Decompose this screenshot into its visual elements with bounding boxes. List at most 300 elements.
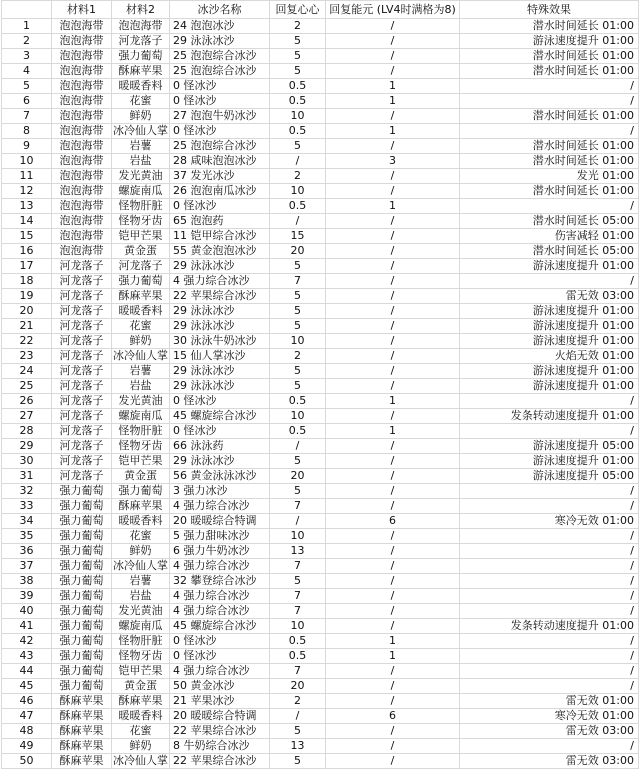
hearts-cell: 13 — [270, 739, 326, 754]
hearts-cell: 7 — [270, 604, 326, 619]
hearts-cell: 5 — [270, 319, 326, 334]
row-index: 21 — [2, 319, 52, 334]
effect-cell: 游泳速度提升 01:00 — [460, 319, 639, 334]
effect-cell: / — [460, 499, 639, 514]
energy-cell: 6 — [326, 709, 460, 724]
effect-cell: / — [460, 604, 639, 619]
energy-cell: 1 — [326, 424, 460, 439]
effect-cell: / — [460, 94, 639, 109]
energy-cell: / — [326, 664, 460, 679]
energy-cell: / — [326, 259, 460, 274]
row-index: 44 — [2, 664, 52, 679]
name-cell: 29 泳泳冰沙 — [170, 364, 270, 379]
energy-cell: / — [326, 64, 460, 79]
material1-cell: 河龙落子 — [52, 379, 112, 394]
energy-cell: / — [326, 604, 460, 619]
material1-cell: 河龙落子 — [52, 409, 112, 424]
energy-cell: 1 — [326, 199, 460, 214]
material1-cell: 河龙落子 — [52, 304, 112, 319]
effect-cell: 寒冷无效 01:00 — [460, 709, 639, 724]
table-row — [2, 139, 639, 154]
header-row — [2, 1, 639, 19]
name-cell: 55 黄金泡泡冰沙 — [170, 244, 270, 259]
hearts-cell: 5 — [270, 454, 326, 469]
header-effect: 特殊效果 — [460, 1, 639, 19]
table-row — [2, 574, 639, 589]
hearts-cell: 2 — [270, 19, 326, 34]
table-row — [2, 244, 639, 259]
table-row — [2, 454, 639, 469]
energy-cell: / — [326, 589, 460, 604]
effect-cell: 潜水时间延长 01:00 — [460, 109, 639, 124]
name-cell: 45 螺旋综合冰沙 — [170, 619, 270, 634]
hearts-cell: 5 — [270, 139, 326, 154]
material2-cell: 河龙落子 — [112, 259, 170, 274]
table-row — [2, 49, 639, 64]
energy-cell: / — [326, 379, 460, 394]
material1-cell: 强力葡萄 — [52, 649, 112, 664]
table-row — [2, 664, 639, 679]
energy-cell: 6 — [326, 514, 460, 529]
effect-cell: 游泳速度提升 05:00 — [460, 439, 639, 454]
table-row — [2, 379, 639, 394]
row-index: 31 — [2, 469, 52, 484]
table-row — [2, 109, 639, 124]
material2-cell: 铠甲芒果 — [112, 664, 170, 679]
material2-cell: 岩薯 — [112, 574, 170, 589]
row-index: 33 — [2, 499, 52, 514]
material1-cell: 强力葡萄 — [52, 634, 112, 649]
header-index — [2, 1, 52, 19]
material1-cell: 强力葡萄 — [52, 514, 112, 529]
effect-cell: / — [460, 274, 639, 289]
effect-cell: 潜水时间延长 01:00 — [460, 184, 639, 199]
hearts-cell: 2 — [270, 169, 326, 184]
effect-cell: / — [460, 634, 639, 649]
row-index: 1 — [2, 19, 52, 34]
name-cell: 4 强力综合冰沙 — [170, 589, 270, 604]
material1-cell: 泡泡海带 — [52, 79, 112, 94]
table-row — [2, 439, 639, 454]
table-row — [2, 259, 639, 274]
effect-cell: 游泳速度提升 01:00 — [460, 454, 639, 469]
material2-cell: 鲜奶 — [112, 334, 170, 349]
name-cell: 37 发光冰沙 — [170, 169, 270, 184]
energy-cell: 1 — [326, 634, 460, 649]
material1-cell: 河龙落子 — [52, 424, 112, 439]
hearts-cell: 5 — [270, 49, 326, 64]
table-row — [2, 694, 639, 709]
hearts-cell: 5 — [270, 259, 326, 274]
table-row — [2, 394, 639, 409]
energy-cell: 1 — [326, 94, 460, 109]
name-cell: 29 泳泳冰沙 — [170, 319, 270, 334]
header-material1: 材料1 — [52, 1, 112, 19]
material1-cell: 酥麻苹果 — [52, 754, 112, 769]
row-index: 15 — [2, 229, 52, 244]
material2-cell: 强力葡萄 — [112, 484, 170, 499]
effect-cell: / — [460, 559, 639, 574]
row-index: 28 — [2, 424, 52, 439]
row-index: 13 — [2, 199, 52, 214]
name-cell: 22 苹果综合冰沙 — [170, 754, 270, 769]
hearts-cell: 7 — [270, 499, 326, 514]
name-cell: 50 黄金冰沙 — [170, 679, 270, 694]
material2-cell: 怪物肝脏 — [112, 424, 170, 439]
row-index: 8 — [2, 124, 52, 139]
row-index: 36 — [2, 544, 52, 559]
table-row — [2, 529, 639, 544]
effect-cell: / — [460, 529, 639, 544]
material1-cell: 河龙落子 — [52, 274, 112, 289]
hearts-cell: 5 — [270, 754, 326, 769]
row-index: 41 — [2, 619, 52, 634]
row-index: 48 — [2, 724, 52, 739]
material2-cell: 岩盐 — [112, 154, 170, 169]
material1-cell: 强力葡萄 — [52, 499, 112, 514]
hearts-cell: 0.5 — [270, 124, 326, 139]
table-row — [2, 79, 639, 94]
row-index: 17 — [2, 259, 52, 274]
table-row — [2, 94, 639, 109]
energy-cell: / — [326, 349, 460, 364]
material1-cell: 强力葡萄 — [52, 664, 112, 679]
header-energy: 回复能元 (LV4时满格为8) — [326, 1, 460, 19]
material2-cell: 岩盐 — [112, 589, 170, 604]
table-row — [2, 124, 639, 139]
material1-cell: 强力葡萄 — [52, 559, 112, 574]
row-index: 14 — [2, 214, 52, 229]
material2-cell: 暖暖香料 — [112, 304, 170, 319]
material2-cell: 螺旋南瓜 — [112, 184, 170, 199]
material1-cell: 河龙落子 — [52, 439, 112, 454]
effect-cell: 游泳速度提升 05:00 — [460, 469, 639, 484]
name-cell: 4 强力综合冰沙 — [170, 274, 270, 289]
hearts-cell: 10 — [270, 409, 326, 424]
energy-cell: / — [326, 34, 460, 49]
material2-cell: 强力葡萄 — [112, 49, 170, 64]
material1-cell: 强力葡萄 — [52, 604, 112, 619]
energy-cell: / — [326, 289, 460, 304]
material1-cell: 河龙落子 — [52, 349, 112, 364]
energy-cell: 1 — [326, 649, 460, 664]
name-cell: 25 泡泡综合冰沙 — [170, 49, 270, 64]
effect-cell: 潜水时间延长 05:00 — [460, 244, 639, 259]
material1-cell: 泡泡海带 — [52, 19, 112, 34]
material2-cell: 暖暖香料 — [112, 709, 170, 724]
hearts-cell: 5 — [270, 289, 326, 304]
material1-cell: 河龙落子 — [52, 289, 112, 304]
hearts-cell: 5 — [270, 574, 326, 589]
material1-cell: 河龙落子 — [52, 319, 112, 334]
energy-cell: / — [326, 739, 460, 754]
table-row — [2, 169, 639, 184]
material2-cell: 鲜奶 — [112, 544, 170, 559]
energy-cell: 3 — [326, 154, 460, 169]
energy-cell: / — [326, 229, 460, 244]
material2-cell: 暖暖香料 — [112, 79, 170, 94]
table-row — [2, 19, 639, 34]
row-index: 42 — [2, 634, 52, 649]
hearts-cell: / — [270, 214, 326, 229]
hearts-cell: 7 — [270, 274, 326, 289]
effect-cell: 发条转动速度提升 01:00 — [460, 409, 639, 424]
material1-cell: 泡泡海带 — [52, 229, 112, 244]
hearts-cell: 7 — [270, 559, 326, 574]
table-row — [2, 544, 639, 559]
name-cell: 25 泡泡综合冰沙 — [170, 139, 270, 154]
row-index: 2 — [2, 34, 52, 49]
effect-cell: 游泳速度提升 01:00 — [460, 34, 639, 49]
name-cell: 0 怪冰沙 — [170, 94, 270, 109]
name-cell: 8 牛奶综合冰沙 — [170, 739, 270, 754]
name-cell: 27 泡泡牛奶冰沙 — [170, 109, 270, 124]
material2-cell: 怪物牙齿 — [112, 649, 170, 664]
effect-cell: 潜水时间延长 01:00 — [460, 154, 639, 169]
row-index: 18 — [2, 274, 52, 289]
energy-cell: / — [326, 499, 460, 514]
row-index: 40 — [2, 604, 52, 619]
hearts-cell: 5 — [270, 34, 326, 49]
effect-cell: 潜水时间延长 01:00 — [460, 64, 639, 79]
name-cell: 0 怪冰沙 — [170, 424, 270, 439]
material1-cell: 泡泡海带 — [52, 199, 112, 214]
energy-cell: / — [326, 139, 460, 154]
table-row — [2, 34, 639, 49]
row-index: 39 — [2, 589, 52, 604]
hearts-cell: 5 — [270, 364, 326, 379]
row-index: 34 — [2, 514, 52, 529]
hearts-cell: 5 — [270, 484, 326, 499]
row-index: 32 — [2, 484, 52, 499]
material2-cell: 螺旋南瓜 — [112, 619, 170, 634]
table-row — [2, 724, 639, 739]
energy-cell: / — [326, 19, 460, 34]
material2-cell: 酥麻苹果 — [112, 64, 170, 79]
material2-cell: 发光黄油 — [112, 604, 170, 619]
hearts-cell: / — [270, 709, 326, 724]
material2-cell: 怪物肝脏 — [112, 634, 170, 649]
row-index: 47 — [2, 709, 52, 724]
material1-cell: 强力葡萄 — [52, 574, 112, 589]
effect-cell: 火焰无效 01:00 — [460, 349, 639, 364]
hearts-cell: 0.5 — [270, 424, 326, 439]
material1-cell: 强力葡萄 — [52, 544, 112, 559]
material1-cell: 酥麻苹果 — [52, 709, 112, 724]
effect-cell: 游泳速度提升 01:00 — [460, 334, 639, 349]
name-cell: 4 强力综合冰沙 — [170, 499, 270, 514]
table-row — [2, 304, 639, 319]
hearts-cell: 10 — [270, 109, 326, 124]
name-cell: 65 泡泡药 — [170, 214, 270, 229]
material1-cell: 河龙落子 — [52, 469, 112, 484]
effect-cell: 雷无效 01:00 — [460, 694, 639, 709]
material2-cell: 酥麻苹果 — [112, 499, 170, 514]
table-row — [2, 619, 639, 634]
name-cell: 0 怪冰沙 — [170, 124, 270, 139]
material2-cell: 鲜奶 — [112, 739, 170, 754]
table-row — [2, 319, 639, 334]
hearts-cell: 10 — [270, 184, 326, 199]
material1-cell: 泡泡海带 — [52, 49, 112, 64]
row-index: 50 — [2, 754, 52, 769]
material2-cell: 花蜜 — [112, 94, 170, 109]
row-index: 20 — [2, 304, 52, 319]
energy-cell: / — [326, 184, 460, 199]
energy-cell: / — [326, 574, 460, 589]
energy-cell: / — [326, 694, 460, 709]
material1-cell: 泡泡海带 — [52, 109, 112, 124]
table-row — [2, 634, 639, 649]
effect-cell: / — [460, 199, 639, 214]
row-index: 43 — [2, 649, 52, 664]
name-cell: 29 泳泳冰沙 — [170, 259, 270, 274]
hearts-cell: 5 — [270, 379, 326, 394]
hearts-cell: 10 — [270, 529, 326, 544]
hearts-cell: 15 — [270, 229, 326, 244]
material2-cell: 泡泡海带 — [112, 19, 170, 34]
hearts-cell: 20 — [270, 469, 326, 484]
material2-cell: 冰冷仙人掌 — [113, 124, 168, 137]
name-cell: 5 强力甜味冰沙 — [170, 529, 270, 544]
row-index: 38 — [2, 574, 52, 589]
material1-cell: 泡泡海带 — [52, 214, 112, 229]
name-cell: 26 泡泡南瓜冰沙 — [170, 184, 270, 199]
energy-cell: / — [326, 169, 460, 184]
name-cell: 29 泳泳冰沙 — [170, 379, 270, 394]
name-cell: 4 强力综合冰沙 — [170, 664, 270, 679]
name-cell: 21 苹果冰沙 — [170, 694, 270, 709]
row-index: 5 — [2, 79, 52, 94]
table-row — [2, 229, 639, 244]
table-row — [2, 679, 639, 694]
header-name: 冰沙名称 — [170, 1, 270, 19]
material2-cell: 黄金蛋 — [112, 679, 170, 694]
row-index: 7 — [2, 109, 52, 124]
effect-cell: / — [460, 664, 639, 679]
name-cell: 45 螺旋综合冰沙 — [170, 409, 270, 424]
material2-cell: 岩薯 — [112, 364, 170, 379]
hearts-cell: 0.5 — [270, 199, 326, 214]
material1-cell: 酥麻苹果 — [52, 739, 112, 754]
hearts-cell: 10 — [270, 334, 326, 349]
energy-cell: / — [326, 544, 460, 559]
material1-cell: 酥麻苹果 — [52, 724, 112, 739]
energy-cell: / — [326, 679, 460, 694]
material2-cell: 铠甲芒果 — [112, 454, 170, 469]
name-cell: 29 泳泳冰沙 — [170, 34, 270, 49]
name-cell: 66 泳泳药 — [170, 439, 270, 454]
material2-cell: 铠甲芒果 — [112, 229, 170, 244]
hearts-cell: 5 — [270, 724, 326, 739]
effect-cell: 伤害减轻 01:00 — [460, 229, 639, 244]
header-hearts: 回复心心 — [270, 1, 326, 19]
row-index: 3 — [2, 49, 52, 64]
row-index: 22 — [2, 334, 52, 349]
row-index: 37 — [2, 559, 52, 574]
table-row — [2, 274, 639, 289]
material1-cell: 河龙落子 — [52, 454, 112, 469]
material2-cell: 冰冷仙人掌 — [113, 349, 168, 362]
row-index: 9 — [2, 139, 52, 154]
effect-cell: 游泳速度提升 01:00 — [460, 379, 639, 394]
effect-cell: / — [460, 679, 639, 694]
energy-cell: / — [326, 559, 460, 574]
hearts-cell: 5 — [270, 304, 326, 319]
table-row — [2, 334, 639, 349]
material2-cell: 岩盐 — [112, 379, 170, 394]
row-index: 10 — [2, 154, 52, 169]
row-index: 30 — [2, 454, 52, 469]
name-cell: 0 怪冰沙 — [170, 634, 270, 649]
effect-cell: 游泳速度提升 01:00 — [460, 364, 639, 379]
effect-cell: / — [460, 649, 639, 664]
material2-cell: 怪物肝脏 — [112, 199, 170, 214]
table-row — [2, 199, 639, 214]
effect-cell: / — [460, 79, 639, 94]
table-row — [2, 604, 639, 619]
material1-cell: 泡泡海带 — [52, 94, 112, 109]
material2-cell: 冰冷仙人掌 — [113, 754, 168, 767]
name-cell: 3 强力冰沙 — [170, 484, 270, 499]
energy-cell: / — [326, 364, 460, 379]
effect-cell: 潜水时间延长 01:00 — [460, 49, 639, 64]
material1-cell: 泡泡海带 — [52, 184, 112, 199]
energy-cell: / — [326, 214, 460, 229]
material2-cell: 冰冷仙人掌 — [113, 559, 168, 572]
name-cell: 22 苹果综合冰沙 — [170, 724, 270, 739]
material2-cell: 酥麻苹果 — [112, 289, 170, 304]
material2-cell: 黄金蛋 — [112, 469, 170, 484]
material2-cell: 发光黄油 — [112, 394, 170, 409]
effect-cell: / — [460, 484, 639, 499]
table-row — [2, 499, 639, 514]
hearts-cell: 5 — [270, 64, 326, 79]
material2-cell: 岩薯 — [112, 139, 170, 154]
hearts-cell: 7 — [270, 664, 326, 679]
name-cell: 4 强力综合冰沙 — [170, 604, 270, 619]
effect-cell: / — [460, 394, 639, 409]
effect-cell: 游泳速度提升 01:00 — [460, 304, 639, 319]
hearts-cell: 2 — [270, 694, 326, 709]
material2-cell: 花蜜 — [112, 529, 170, 544]
table-row — [2, 649, 639, 664]
effect-cell: / — [460, 424, 639, 439]
material1-cell: 强力葡萄 — [52, 619, 112, 634]
row-index: 27 — [2, 409, 52, 424]
energy-cell: 1 — [326, 394, 460, 409]
hearts-cell: / — [270, 514, 326, 529]
effect-cell: 雷无效 03:00 — [460, 289, 639, 304]
table-row — [2, 589, 639, 604]
material1-cell: 泡泡海带 — [52, 64, 112, 79]
name-cell: 4 强力综合冰沙 — [170, 559, 270, 574]
effect-cell: 发条转动速度提升 01:00 — [460, 619, 639, 634]
row-index: 45 — [2, 679, 52, 694]
energy-cell: / — [326, 439, 460, 454]
row-index: 24 — [2, 364, 52, 379]
effect-cell: / — [460, 589, 639, 604]
material1-cell: 泡泡海带 — [52, 139, 112, 154]
name-cell: 20 暖暖综合特调 — [170, 514, 270, 529]
energy-cell: 1 — [326, 124, 460, 139]
energy-cell: / — [326, 484, 460, 499]
energy-cell: / — [326, 244, 460, 259]
effect-cell: 潜水时间延长 01:00 — [460, 19, 639, 34]
name-cell: 11 铠甲综合冰沙 — [170, 229, 270, 244]
row-index: 25 — [2, 379, 52, 394]
row-index: 12 — [2, 184, 52, 199]
